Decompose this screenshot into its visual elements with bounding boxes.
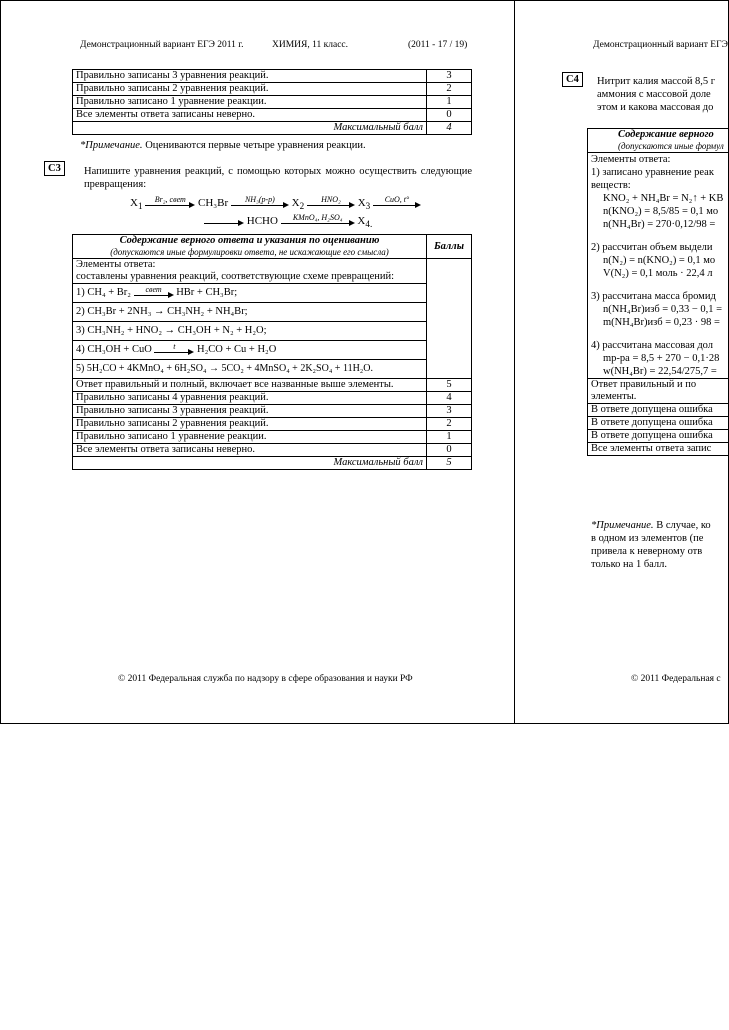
equation-4: 4) CH₃OH + CuO t H₂CO + Cu + H₂O (73, 341, 426, 360)
criterion-row (588, 404, 729, 417)
header-exam: Демонстрационный вариант ЕГЭ 2011 г. (80, 40, 244, 50)
answer-line: V(N₂) = 0,1 моль · 22,4 л (603, 268, 713, 279)
right-page (515, 0, 729, 724)
c4-answer-table (587, 128, 729, 456)
max-score-label: Максимальный балл (73, 457, 427, 470)
scheme-x1: $X_1$ (130, 197, 143, 212)
scheme-hcho: HCHO (246, 215, 278, 227)
criterion-row (73, 418, 472, 431)
criterion-points: 4 (427, 392, 472, 405)
scheme-x4: $X_{4.}$ (357, 215, 373, 230)
c3-answer-table (72, 234, 472, 470)
criterion-text: Правильно записаны 3 уравнения реакций. (73, 70, 427, 83)
criterion-row (73, 431, 472, 444)
answer-elements (73, 259, 427, 379)
answer-elements-points (427, 259, 472, 379)
answer-line: mр-ра = 8,5 + 270 − 0,1·28 (603, 353, 720, 364)
criterion-text: Все элементы ответа запис (588, 443, 729, 456)
scheme-arrow-1: Br₂, свет (145, 196, 195, 210)
criterion-text: Правильно записаны 3 уравнения реакций. (73, 405, 427, 418)
criterion-row (588, 379, 729, 404)
header-exam: Демонстрационный вариант ЕГЭ (593, 40, 728, 50)
criterion-points: 3 (427, 405, 472, 418)
scheme-arrow-2: NH₃(р-р) (231, 196, 289, 210)
answer-line: 3) рассчитана масса бромид (591, 291, 716, 302)
equation-1: 1) CH₄ + Br₂ свет HBr + CH₃Br; (73, 284, 426, 303)
scheme-ch3br: CH₃Br (198, 197, 229, 209)
answer-line: 1) записано уравнение реак (591, 167, 714, 178)
criterion-text: Все элементы ответа записаны неверно. (73, 444, 427, 457)
criterion-row (588, 443, 729, 456)
header-page: (2011 - 17 / 19) (408, 40, 468, 50)
equation-3: 3) CH₃NH₂ + HNO₂ → CH₃OH + N₂ + H₂O; (73, 322, 426, 341)
equation-2: 2) CH₃Br + 2NH₃ → CH₃NH₂ + NH₄Br; (73, 303, 426, 322)
answer-elements (588, 153, 729, 379)
criterion-text: Правильно записаны 2 уравнения реакций. (73, 83, 427, 96)
criterion-text: Все элементы ответа записаны неверно. (73, 109, 427, 122)
criterion-row (588, 430, 729, 443)
answer-line: 2) рассчитан объем выдели (591, 242, 713, 253)
answer-intro: Элементы ответа: составлены уравнения реакций, соответствующие схеме превращений: (73, 259, 426, 284)
criterion-text: Ответ правильный и по элементы. (588, 379, 729, 404)
criterion-row (73, 70, 472, 83)
footer-copyright: © 2011 Федеральная служба по надзору в сфере образования и науки РФ (118, 674, 413, 684)
criterion-text: В ответе допущена ошибка (588, 417, 729, 430)
criterion-points: 0 (427, 444, 472, 457)
scheme-x3: $X_3$ (357, 197, 371, 212)
note-1-label: *Примечание. (80, 140, 143, 151)
conversion-scheme-line2 (204, 213, 372, 232)
criterion-text: В ответе допущена ошибка (588, 430, 729, 443)
scheme-arrow-6: KMnO₄, H₂SO₄ (281, 214, 355, 228)
answer-line: n(KNO₂) = 8,5/85 = 0,1 мо (603, 206, 719, 217)
answer-header: Содержание верного ответа и указания по оцениванию (допускаются иные формулировки ответа, не искажающие его смысла) (73, 235, 427, 259)
criterion-text: Правильно записаны 2 уравнения реакций. (73, 418, 427, 431)
criterion-row (588, 417, 729, 430)
criterion-text: Правильно записано 1 уравнение реакции. (73, 96, 427, 109)
max-score-value: 5 (427, 457, 472, 470)
criterion-row (73, 405, 472, 418)
task-label-c3: C3 (44, 161, 65, 176)
criterion-points: 0 (427, 109, 472, 122)
criterion-points: 1 (427, 431, 472, 444)
equation-5: 5) 5H₂CO + 4KMnO₄ + 6H₂SO₄ → 5CO₂ + 4MnSO₄ + 2K₂SO₄ + 11H₂O. (76, 363, 374, 374)
task-c4-text: Нитрит калия массой 8,5 г аммония с массовой доле этом и какова массовая до (597, 76, 716, 113)
answer-line: 4) рассчитана массовая дол (591, 340, 714, 351)
header-subject: ХИМИЯ, 11 класс. (272, 40, 349, 50)
scheme-arrow-5 (204, 214, 244, 228)
criterion-row (73, 392, 472, 405)
answer-line: n(NH₄Br) = 270·0,12/98 = (603, 219, 716, 230)
points-header: Баллы (427, 235, 472, 259)
criterion-points: 5 (427, 379, 472, 392)
criterion-row (73, 379, 472, 392)
scheme-x2: $X_2$ (291, 197, 305, 212)
task-c3-text: Напишите уравнения реакций, с помощью которых можно осуществить следующие превращения: (84, 166, 472, 190)
answer-header: Содержание верного (допускаются иные формул (588, 129, 729, 153)
note-1-text: Оцениваются первые четыре уравнения реакции. (145, 140, 366, 151)
answer-line: KNO₂ + NH₄Br = N₂↑ + KB (603, 193, 724, 204)
note-1 (80, 140, 366, 151)
criterion-text: Правильно записаны 4 уравнения реакций. (73, 392, 427, 405)
answer-header-sub: (допускаются иные формулировки ответа, не искажающие его смысла) (110, 247, 389, 257)
eq4-arrow: t (154, 343, 194, 357)
criterion-text: Правильно записано 1 уравнение реакции. (73, 431, 427, 444)
scheme-arrow-3: HNO₂ (307, 196, 355, 210)
criterion-row (73, 83, 472, 96)
criterion-row (73, 444, 472, 457)
criterion-text: Ответ правильный и полный, включает все названные выше элементы. (73, 379, 427, 392)
max-score-value: 4 (427, 122, 472, 135)
c2-criteria-table (72, 69, 472, 135)
eq1-arrow: свет (134, 286, 174, 300)
answer-line: Элементы ответа: (591, 154, 671, 165)
answer-line: m(NH₄Br)изб = 0,23 · 98 = (603, 317, 720, 328)
criterion-text: В ответе допущена ошибка (588, 404, 729, 417)
scheme-arrow-4: CuO, t° (373, 196, 421, 210)
note-c4: *Примечание. В случае, ко в одном из элементов (пе привела к неверному отв только на 1 балл. (591, 520, 711, 570)
criterion-points: 2 (427, 418, 472, 431)
task-label-c4: C4 (562, 72, 583, 87)
answer-line: веществ: (591, 180, 631, 191)
answer-line: n(N₂) = n(KNO₂) = 0,1 мо (603, 255, 716, 266)
max-score-label: Максимальный балл (73, 122, 427, 135)
criterion-points: 3 (427, 70, 472, 83)
footer-copyright: © 2011 Федеральная с (631, 674, 721, 684)
criterion-points: 1 (427, 96, 472, 109)
criterion-row (73, 109, 472, 122)
answer-line: w(NH₄Br) = 22,54/275,7 = (603, 366, 717, 377)
answer-line: n(NH₄Br)изб = 0,33 − 0,1 = (603, 304, 723, 315)
criterion-points: 2 (427, 83, 472, 96)
left-page (0, 0, 514, 724)
conversion-scheme-line1 (130, 195, 421, 214)
criterion-row (73, 96, 472, 109)
